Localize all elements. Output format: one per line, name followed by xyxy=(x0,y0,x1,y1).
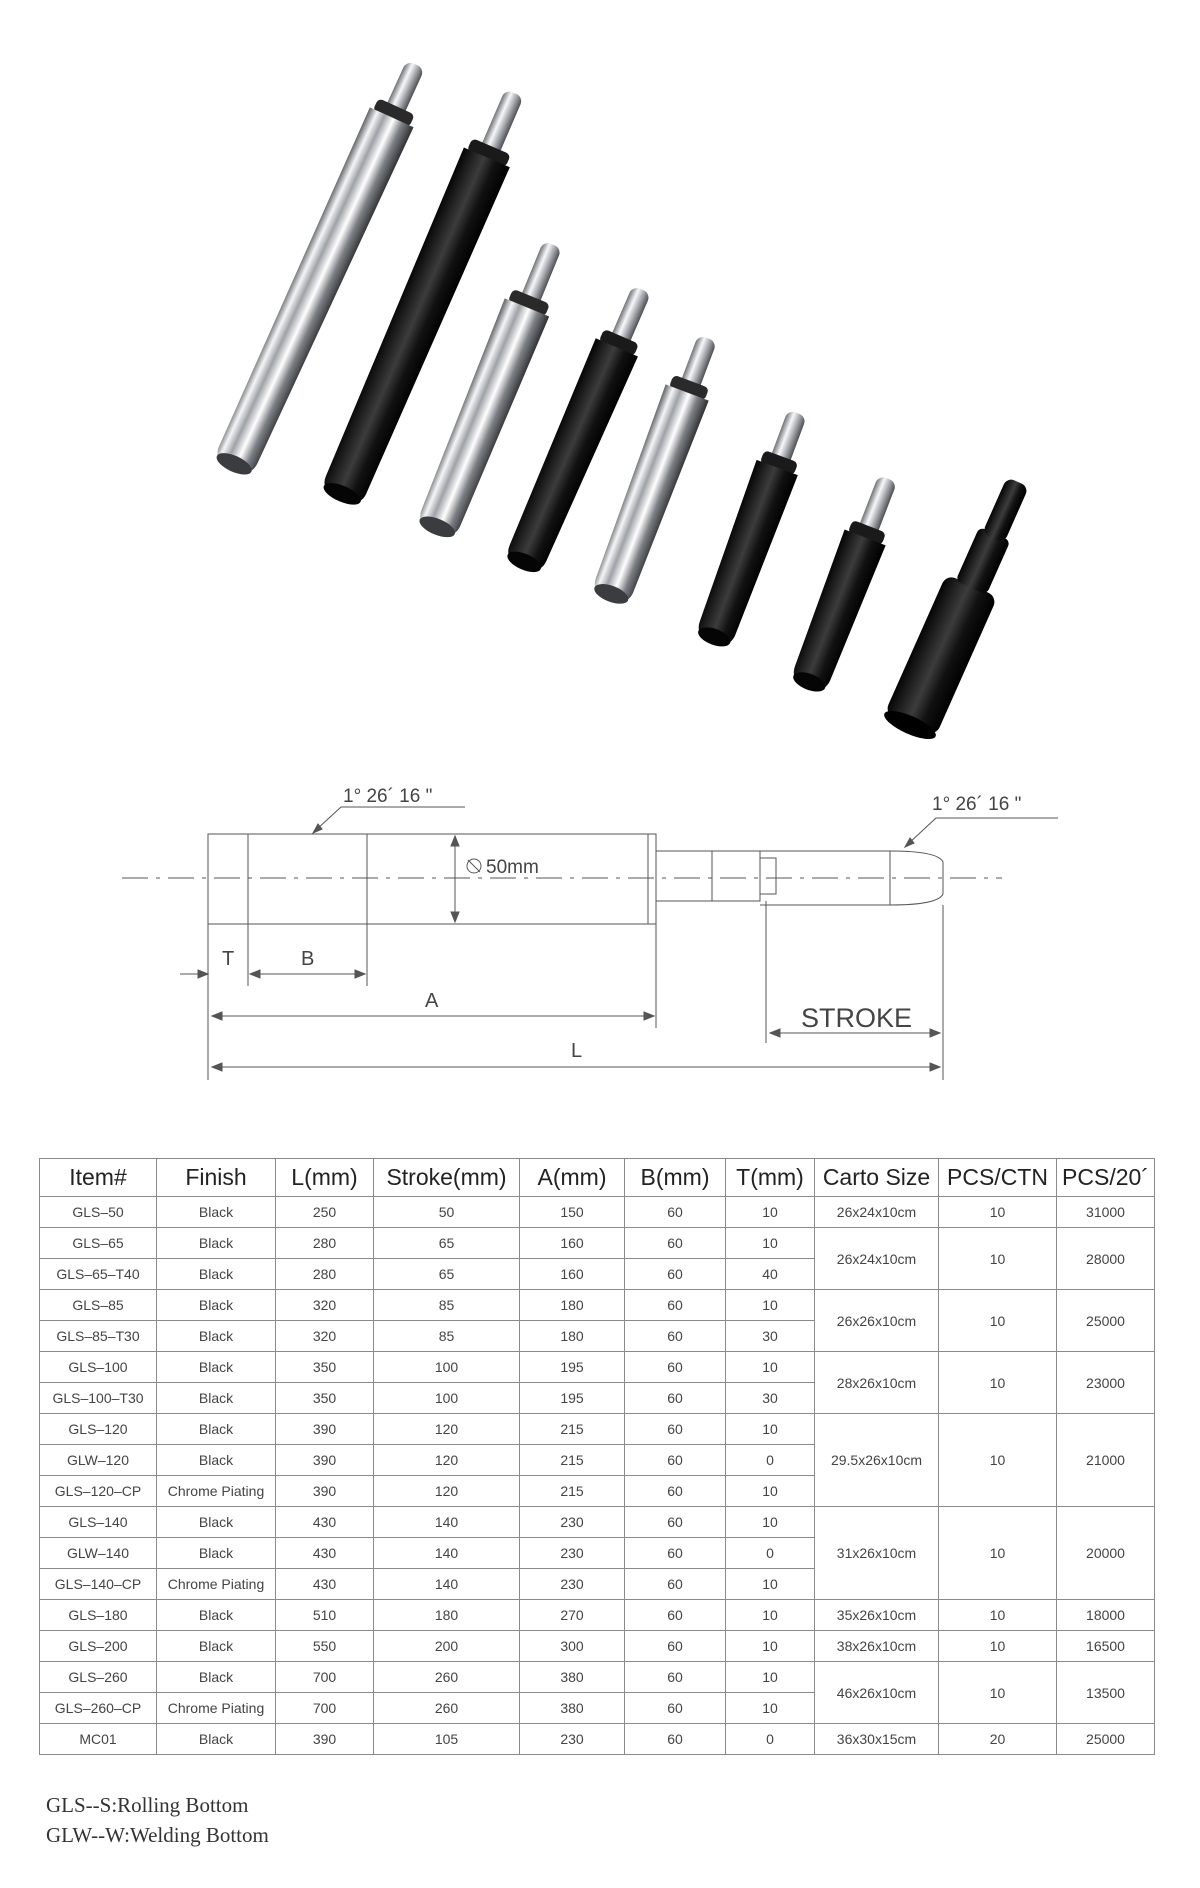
cell-b: 60 xyxy=(625,1693,726,1724)
cell-item: GLW–140 xyxy=(40,1538,157,1569)
cell-pcs-20: 13500 xyxy=(1057,1662,1155,1724)
cell-pcs-ctn: 10 xyxy=(939,1631,1057,1662)
cell-pcs-20: 28000 xyxy=(1057,1228,1155,1290)
cell-pcs-ctn: 10 xyxy=(939,1197,1057,1228)
cell-pcs-ctn: 10 xyxy=(939,1414,1057,1507)
cell-carton-size: 38x26x10cm xyxy=(815,1631,939,1662)
table-row xyxy=(40,1414,1155,1445)
cell-stroke: 50 xyxy=(374,1197,520,1228)
header-b: B(mm) xyxy=(625,1159,726,1197)
gas-cylinder xyxy=(691,405,818,652)
cell-stroke: 100 xyxy=(374,1352,520,1383)
product-photo-gas-cylinders xyxy=(0,0,1200,760)
header-carton-size: Carto Size xyxy=(815,1159,939,1197)
cell-stroke: 260 xyxy=(374,1662,520,1693)
cell-finish: Black xyxy=(157,1259,276,1290)
cell-length: 430 xyxy=(276,1538,374,1569)
cell-a: 160 xyxy=(520,1259,625,1290)
cell-item: GLS–260 xyxy=(40,1662,157,1693)
note-welding-bottom: GLW--W:Welding Bottom xyxy=(46,1823,269,1847)
cell-finish: Black xyxy=(157,1321,276,1352)
cell-length: 320 xyxy=(276,1321,374,1352)
cell-length: 280 xyxy=(276,1259,374,1290)
header-t: T(mm) xyxy=(726,1159,815,1197)
gas-cylinder xyxy=(209,55,438,481)
cell-stroke: 120 xyxy=(374,1414,520,1445)
cell-b: 60 xyxy=(625,1724,726,1755)
cell-b: 60 xyxy=(625,1414,726,1445)
cell-item: GLS–200 xyxy=(40,1631,157,1662)
cell-length: 390 xyxy=(276,1445,374,1476)
specification-table xyxy=(39,1158,1155,1755)
cell-pcs-ctn: 10 xyxy=(939,1290,1057,1352)
cell-finish: Black xyxy=(157,1724,276,1755)
cell-carton-size: 46x26x10cm xyxy=(815,1662,939,1724)
header-pcs-ctn: PCS/CTN xyxy=(939,1159,1057,1197)
cell-item: GLS–260–CP xyxy=(40,1693,157,1724)
cell-finish: Black xyxy=(157,1600,276,1631)
cell-length: 430 xyxy=(276,1569,374,1600)
cell-a: 230 xyxy=(520,1507,625,1538)
cell-a: 215 xyxy=(520,1476,625,1507)
cell-pcs-ctn: 10 xyxy=(939,1352,1057,1414)
cell-length: 350 xyxy=(276,1352,374,1383)
header-a: A(mm) xyxy=(520,1159,625,1197)
cell-b: 60 xyxy=(625,1631,726,1662)
table-row xyxy=(40,1197,1155,1228)
cell-a: 380 xyxy=(520,1662,625,1693)
table-row xyxy=(40,1662,1155,1693)
cell-a: 230 xyxy=(520,1538,625,1569)
cell-length: 430 xyxy=(276,1507,374,1538)
table-row xyxy=(40,1507,1155,1538)
cell-t: 10 xyxy=(726,1197,815,1228)
cell-t: 10 xyxy=(726,1693,815,1724)
cell-length: 350 xyxy=(276,1383,374,1414)
cell-carton-size: 29.5x26x10cm xyxy=(815,1414,939,1507)
cell-t: 10 xyxy=(726,1228,815,1259)
cell-pcs-20: 25000 xyxy=(1057,1724,1155,1755)
gas-cylinder xyxy=(786,471,908,697)
cell-pcs-20: 18000 xyxy=(1057,1600,1155,1631)
cell-stroke: 120 xyxy=(374,1445,520,1476)
cell-pcs-20: 23000 xyxy=(1057,1352,1155,1414)
cell-finish: Black xyxy=(157,1383,276,1414)
angle-label-right: 1° 26´ 16 " xyxy=(932,794,1022,815)
cell-finish: Black xyxy=(157,1197,276,1228)
cell-item: GLS–120–CP xyxy=(40,1476,157,1507)
diameter-label: 50mm xyxy=(486,857,539,878)
cell-carton-size: 36x30x15cm xyxy=(815,1724,939,1755)
cell-length: 700 xyxy=(276,1693,374,1724)
cell-stroke: 85 xyxy=(374,1290,520,1321)
cell-a: 215 xyxy=(520,1414,625,1445)
cell-b: 60 xyxy=(625,1569,726,1600)
table-row xyxy=(40,1631,1155,1662)
cell-stroke: 140 xyxy=(374,1569,520,1600)
dimension-stroke: STROKE xyxy=(801,1003,913,1033)
cell-stroke: 140 xyxy=(374,1507,520,1538)
note-rolling-bottom: GLS--S:Rolling Bottom xyxy=(46,1793,249,1817)
cell-finish: Black xyxy=(157,1352,276,1383)
cell-length: 390 xyxy=(276,1724,374,1755)
cell-b: 60 xyxy=(625,1662,726,1693)
cell-finish: Chrome Piating xyxy=(157,1476,276,1507)
cell-a: 380 xyxy=(520,1693,625,1724)
cell-carton-size: 26x26x10cm xyxy=(815,1290,939,1352)
gas-cylinder xyxy=(881,471,1044,745)
cell-item: GLS–65–T40 xyxy=(40,1259,157,1290)
cell-finish: Black xyxy=(157,1507,276,1538)
gas-cylinder xyxy=(316,83,537,511)
cell-t: 10 xyxy=(726,1662,815,1693)
cell-stroke: 105 xyxy=(374,1724,520,1755)
cell-item: MC01 xyxy=(40,1724,157,1755)
cell-b: 60 xyxy=(625,1197,726,1228)
cell-finish: Black xyxy=(157,1414,276,1445)
cell-b: 60 xyxy=(625,1290,726,1321)
cell-pcs-20: 25000 xyxy=(1057,1290,1155,1352)
cell-finish: Black xyxy=(157,1538,276,1569)
cell-length: 510 xyxy=(276,1600,374,1631)
cell-t: 10 xyxy=(726,1414,815,1445)
cell-t: 10 xyxy=(726,1476,815,1507)
cell-item: GLS–120 xyxy=(40,1414,157,1445)
header-stroke: Stroke(mm) xyxy=(374,1159,520,1197)
cell-a: 150 xyxy=(520,1197,625,1228)
cell-stroke: 140 xyxy=(374,1538,520,1569)
cell-stroke: 65 xyxy=(374,1259,520,1290)
cell-carton-size: 35x26x10cm xyxy=(815,1600,939,1631)
dimension-l: L xyxy=(571,1040,583,1062)
cell-b: 60 xyxy=(625,1600,726,1631)
cell-finish: Black xyxy=(157,1662,276,1693)
table-row xyxy=(40,1724,1155,1755)
cell-item: GLS–140–CP xyxy=(40,1569,157,1600)
technical-drawing xyxy=(0,760,1200,1110)
cell-length: 390 xyxy=(276,1414,374,1445)
cell-a: 195 xyxy=(520,1383,625,1414)
cell-finish: Chrome Piating xyxy=(157,1693,276,1724)
header-pcs-20: PCS/20´ xyxy=(1057,1159,1155,1197)
cell-finish: Black xyxy=(157,1445,276,1476)
cell-b: 60 xyxy=(625,1507,726,1538)
cylinder-body-outline xyxy=(208,834,656,924)
cell-pcs-20: 16500 xyxy=(1057,1631,1155,1662)
cell-t: 10 xyxy=(726,1631,815,1662)
cell-pcs-20: 20000 xyxy=(1057,1507,1155,1600)
cell-stroke: 100 xyxy=(374,1383,520,1414)
table-row xyxy=(40,1290,1155,1321)
cell-pcs-ctn: 10 xyxy=(939,1662,1057,1724)
cell-b: 60 xyxy=(625,1445,726,1476)
header-item: Item# xyxy=(40,1159,157,1197)
cell-t: 10 xyxy=(726,1352,815,1383)
footnotes xyxy=(46,1790,269,1850)
cell-stroke: 180 xyxy=(374,1600,520,1631)
cell-carton-size: 26x24x10cm xyxy=(815,1228,939,1290)
table-row xyxy=(40,1600,1155,1631)
header-finish: Finish xyxy=(157,1159,276,1197)
cell-b: 60 xyxy=(625,1476,726,1507)
cell-carton-size: 26x24x10cm xyxy=(815,1197,939,1228)
cell-b: 60 xyxy=(625,1383,726,1414)
cell-b: 60 xyxy=(625,1228,726,1259)
cell-length: 320 xyxy=(276,1290,374,1321)
cell-t: 10 xyxy=(726,1569,815,1600)
cell-stroke: 65 xyxy=(374,1228,520,1259)
cell-item: GLS–140 xyxy=(40,1507,157,1538)
cell-length: 550 xyxy=(276,1631,374,1662)
cell-a: 215 xyxy=(520,1445,625,1476)
cell-t: 10 xyxy=(726,1507,815,1538)
cell-item: GLS–65 xyxy=(40,1228,157,1259)
table-header-row xyxy=(40,1159,1155,1197)
cell-item: GLS–100–T30 xyxy=(40,1383,157,1414)
table-row xyxy=(40,1352,1155,1383)
cell-b: 60 xyxy=(625,1321,726,1352)
cell-carton-size: 31x26x10cm xyxy=(815,1507,939,1600)
cell-t: 0 xyxy=(726,1724,815,1755)
cell-a: 230 xyxy=(520,1724,625,1755)
cell-finish: Black xyxy=(157,1631,276,1662)
angle-label-left: 1° 26´ 16 " xyxy=(343,786,433,807)
cell-a: 180 xyxy=(520,1290,625,1321)
cell-carton-size: 28x26x10cm xyxy=(815,1352,939,1414)
cell-t: 10 xyxy=(726,1600,815,1631)
cell-a: 195 xyxy=(520,1352,625,1383)
dimension-t: T xyxy=(222,948,235,970)
cell-length: 390 xyxy=(276,1476,374,1507)
cell-t: 0 xyxy=(726,1538,815,1569)
cell-length: 700 xyxy=(276,1662,374,1693)
cell-t: 0 xyxy=(726,1445,815,1476)
cell-a: 270 xyxy=(520,1600,625,1631)
cell-b: 60 xyxy=(625,1259,726,1290)
dimension-a: A xyxy=(425,990,439,1012)
cell-finish: Black xyxy=(157,1228,276,1259)
cell-a: 300 xyxy=(520,1631,625,1662)
dimension-b: B xyxy=(301,948,315,970)
cell-item: GLS–85–T30 xyxy=(40,1321,157,1352)
cell-b: 60 xyxy=(625,1538,726,1569)
cell-t: 40 xyxy=(726,1259,815,1290)
cell-pcs-ctn: 20 xyxy=(939,1724,1057,1755)
cell-finish: Chrome Piating xyxy=(157,1569,276,1600)
cell-stroke: 85 xyxy=(374,1321,520,1352)
cell-pcs-20: 21000 xyxy=(1057,1414,1155,1507)
cell-item: GLS–180 xyxy=(40,1600,157,1631)
cell-a: 230 xyxy=(520,1569,625,1600)
cell-t: 10 xyxy=(726,1290,815,1321)
cell-b: 60 xyxy=(625,1352,726,1383)
cell-t: 30 xyxy=(726,1321,815,1352)
cell-a: 180 xyxy=(520,1321,625,1352)
cell-item: GLS–85 xyxy=(40,1290,157,1321)
cell-stroke: 200 xyxy=(374,1631,520,1662)
cell-stroke: 120 xyxy=(374,1476,520,1507)
table-row xyxy=(40,1228,1155,1259)
cell-item: GLW–120 xyxy=(40,1445,157,1476)
cell-a: 160 xyxy=(520,1228,625,1259)
cell-item: GLS–100 xyxy=(40,1352,157,1383)
cell-item: GLS–50 xyxy=(40,1197,157,1228)
header-length: L(mm) xyxy=(276,1159,374,1197)
cell-pcs-ctn: 10 xyxy=(939,1507,1057,1600)
cell-t: 30 xyxy=(726,1383,815,1414)
cell-pcs-20: 31000 xyxy=(1057,1197,1155,1228)
cell-length: 250 xyxy=(276,1197,374,1228)
cell-length: 280 xyxy=(276,1228,374,1259)
cell-pcs-ctn: 10 xyxy=(939,1228,1057,1290)
cell-finish: Black xyxy=(157,1290,276,1321)
cell-stroke: 260 xyxy=(374,1693,520,1724)
cell-pcs-ctn: 10 xyxy=(939,1600,1057,1631)
